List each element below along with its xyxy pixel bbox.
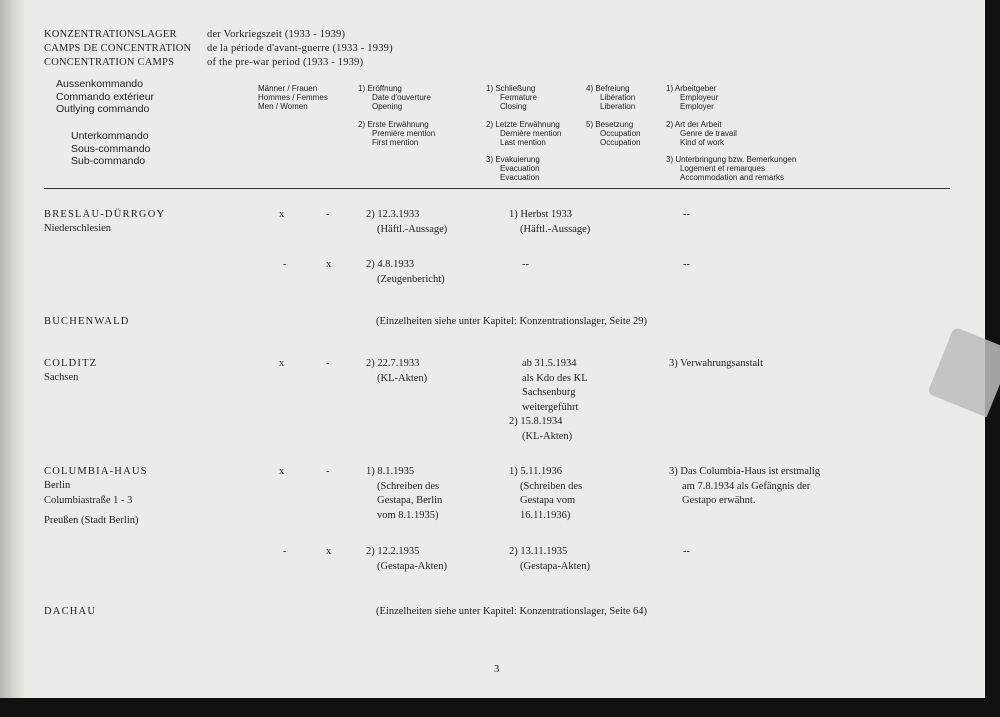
entry-region-columbia: Berlin Columbiastraße 1 - 3 Preußen (Stadt Berlin) bbox=[44, 480, 139, 526]
header-title-block bbox=[44, 28, 191, 70]
period-de: der Vorkriegszeit (1933 - 1939) bbox=[207, 29, 346, 40]
entry-region-breslau: Niederschlesien bbox=[44, 223, 112, 234]
columbia-remark: 3) Das Columbia-Haus ist erstmalig am 7.8.1934 als Gefängnis der Gestapo erwähnt. bbox=[669, 466, 821, 506]
columbia-men-mark: x bbox=[279, 466, 285, 477]
columbia-men-mark-2: - bbox=[283, 546, 287, 557]
title-en: CONCENTRATION CAMPS bbox=[44, 57, 175, 68]
unterkommando-labels: Unterkommando Sous-commando Sub-commando bbox=[71, 130, 151, 167]
first-mention-header: 2) Erste Erwähnung Première mention First mention bbox=[358, 120, 436, 148]
entry-name-columbia: COLUMBIA-HAUS bbox=[44, 466, 148, 477]
kommando-labels: Aussenkommando Commando extérieur Outlying commando bbox=[56, 78, 155, 115]
colditz-men-mark: x bbox=[279, 358, 285, 369]
title-de: KONZENTRATIONSLAGER bbox=[44, 29, 177, 40]
columbia-women-mark: - bbox=[326, 466, 330, 477]
employer-header: 1) Arbeitgeber Employeur Employer bbox=[666, 84, 719, 112]
breslau-women-mark-2: x bbox=[326, 259, 332, 270]
period-fr: de la période d'avant-guerre (1933 - 1939) bbox=[207, 43, 393, 54]
title-fr: CAMPS DE CONCENTRATION bbox=[44, 43, 192, 54]
period-en: of the pre-war period (1933 - 1939) bbox=[207, 57, 364, 68]
entry-name-dachau: DACHAU bbox=[44, 606, 97, 617]
columbia-remark-2: -- bbox=[683, 546, 690, 557]
gender-header: Männer / Frauen Hommes / Femmes Men / Women bbox=[258, 84, 328, 112]
binding-gutter bbox=[0, 0, 24, 698]
header-rule bbox=[44, 188, 950, 189]
columbia-opening: 1) 8.1.1935 (Schreiben des Gestapa, Berlin vom 8.1.1935) bbox=[366, 466, 443, 521]
entry-name-breslau: BRESLAU-DÜRRGOY bbox=[44, 209, 166, 220]
entry-name-colditz: COLDITZ bbox=[44, 358, 98, 369]
breslau-opening: 2) 12.3.1933 (Häftl.-Aussage) bbox=[366, 209, 448, 235]
liberation-header: 4) Befreiung Libération Liberation bbox=[586, 84, 636, 112]
header-period-block bbox=[207, 28, 393, 70]
closing-header: 1) Schließung Fermature Closing bbox=[486, 84, 537, 112]
columbia-first-mention: 2) 12.2.1935 (Gestapa-Akten) bbox=[366, 546, 447, 572]
accommodation-header: 3) Unterbringung bzw. Bemerkungen Logement et remarques Accommodation and remarks bbox=[666, 155, 797, 183]
breslau-closing: 1) Herbst 1933 (Häftl.-Aussage) bbox=[509, 209, 591, 235]
evacuation-header: 3) Evakuierung Evacuation Evacuation bbox=[486, 155, 540, 183]
colditz-remark: 3) Verwahrungsanstalt bbox=[669, 358, 763, 369]
entry-region-colditz: Sachsen bbox=[44, 372, 79, 383]
breslau-first-mention: 2) 4.8.1933 (Zeugenbericht) bbox=[366, 259, 445, 285]
breslau-last-mention: -- bbox=[522, 259, 529, 270]
dachau-note: (Einzelheiten siehe unter Kapitel: Konzentrationslager, Seite 64) bbox=[376, 606, 648, 617]
opening-header: 1) Eröffnung Date d'ouverture Opening bbox=[358, 84, 431, 112]
columbia-women-mark-2: x bbox=[326, 546, 332, 557]
breslau-remark-2: -- bbox=[683, 259, 690, 270]
page-number: 3 bbox=[494, 664, 500, 675]
entry-name-buchenwald: BUCHENWALD bbox=[44, 316, 130, 327]
colditz-women-mark: - bbox=[326, 358, 330, 369]
breslau-remark: -- bbox=[683, 209, 690, 220]
occupation-header: 5) Besetzung Occupation Occupation bbox=[586, 120, 641, 148]
columbia-last-mention: 2) 13.11.1935 (Gestapa-Akten) bbox=[509, 546, 590, 572]
breslau-men-mark: x bbox=[279, 209, 285, 220]
colditz-first-mention: 2) 22.7.1933 (KL-Akten) bbox=[366, 358, 428, 384]
last-mention-header: 2) Letzte Erwähnung Dernière mention Last mention bbox=[486, 120, 562, 148]
breslau-men-mark-2: - bbox=[283, 259, 287, 270]
colditz-closing: ab 31.5.1934 als Kdo des KL Sachsenburg weitergeführt 2) 15.8.1934 (KL-Akten) bbox=[509, 358, 588, 442]
columbia-closing: 1) 5.11.1936 (Schreiben des Gestapa vom 16.11.1936) bbox=[509, 466, 583, 521]
breslau-women-mark: - bbox=[326, 209, 330, 220]
buchenwald-note: (Einzelheiten siehe unter Kapitel: Konzentrationslager, Seite 29) bbox=[376, 316, 648, 327]
kind-of-work-header: 2) Art der Arbeit Genre de travail Kind of work bbox=[666, 120, 737, 148]
